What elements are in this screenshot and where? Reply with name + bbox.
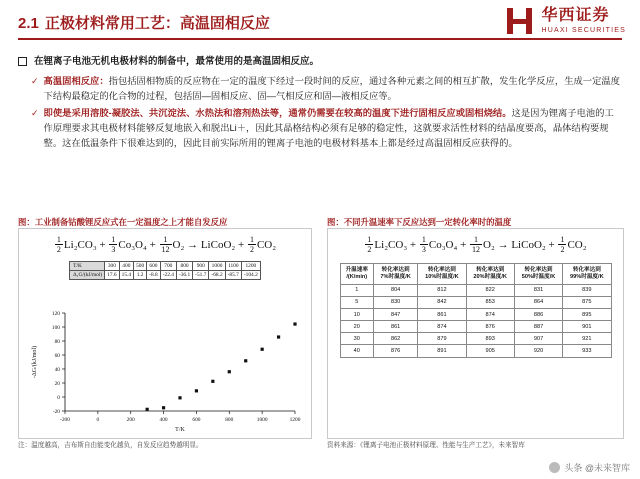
table-row — [340, 321, 611, 333]
svg-text:-ΔG/(kJ/mol): -ΔG/(kJ/mol) — [32, 345, 38, 379]
cell: 700 — [160, 261, 176, 270]
figure-source-right: 资料来源：《锂离子电池正极材料原理、性能与生产工艺》，未来智库 — [327, 442, 525, 449]
coefficient: $\frac{1}{2}$ — [56, 235, 61, 255]
svg-text:200: 200 — [126, 417, 135, 423]
cell: 876 — [466, 321, 514, 333]
cell: 804 — [374, 284, 418, 296]
coefficient: $\frac{1}{2}$ — [367, 235, 372, 255]
svg-text:100: 100 — [51, 324, 60, 331]
cell: 907 — [514, 333, 562, 345]
plus-sign: + — [99, 238, 106, 251]
svg-text:1200: 1200 — [289, 417, 301, 423]
bullet-list — [18, 74, 622, 151]
cell: 886 — [514, 308, 562, 320]
cell: 842 — [418, 296, 466, 308]
cell: 933 — [563, 345, 611, 357]
formula-term: LiCoO₂ — [200, 238, 236, 251]
cell: 864 — [514, 296, 562, 308]
svg-text:40: 40 — [54, 366, 60, 373]
coefficient: $\frac{1}{12}$ — [161, 235, 170, 255]
gibbs-energy-table — [69, 261, 261, 280]
formula-term: CO₂ — [567, 238, 587, 251]
plus-sign: + — [548, 238, 555, 251]
cell: 20 — [340, 321, 374, 333]
formula-term: Li₂CO₃ — [374, 238, 408, 251]
svg-text:60: 60 — [54, 352, 60, 359]
check-icon: ✓ — [31, 75, 39, 86]
reaction-arrow-icon: → — [497, 238, 509, 251]
svg-text:400: 400 — [159, 417, 168, 423]
cell: -22.4 — [160, 270, 176, 279]
bullet-body — [44, 74, 622, 104]
row-header: Δ₁G/(kJ/mol) — [70, 270, 105, 279]
svg-text:20: 20 — [54, 380, 60, 387]
cell: 875 — [563, 296, 611, 308]
table-row — [70, 261, 261, 270]
cell: 40 — [340, 345, 374, 357]
cell: 830 — [374, 296, 418, 308]
cell: 500 — [134, 261, 147, 270]
cell: -104.2 — [241, 270, 260, 279]
cell: 901 — [563, 321, 611, 333]
watermark-icon — [549, 462, 560, 473]
table-row — [340, 296, 611, 308]
bullet-text: 这是因为锂离子电池的工作原理要求其电极材料能够反复地嵌入和脱出Li＋，因此其晶格结构必须有足够的稳定性，这就要求活性材料的结晶度要高，晶体结构要规整。这在低温条件下很难达到的，因此目前实际所用的锂离子电池的电极材料基本上都是经过高温固相反应获得的。 — [43, 107, 614, 148]
cell: -8.8 — [147, 270, 161, 279]
watermark-label: 头条 @未来智库 — [564, 463, 630, 473]
lead-paragraph — [18, 55, 622, 69]
svg-text:120: 120 — [51, 310, 60, 317]
cell: -68.2 — [209, 270, 225, 279]
svg-text:0: 0 — [57, 394, 60, 401]
cell: 887 — [514, 321, 562, 333]
figure-note-left: 注：温度越高，吉布斯自由能变化越负，自发反应趋势越明显。 — [18, 442, 203, 449]
table-row — [340, 308, 611, 320]
cell: 400 — [119, 261, 133, 270]
cell: 812 — [418, 284, 466, 296]
cell: 905 — [466, 345, 514, 357]
huaxi-logo-icon — [505, 6, 535, 36]
coefficient: $\frac{1}{2}$ — [249, 235, 254, 255]
header-divider — [18, 38, 622, 40]
brand-logo — [505, 6, 626, 36]
cell: 5 — [340, 296, 374, 308]
cell: -36.1 — [176, 270, 192, 279]
cell: 17.6 — [105, 270, 119, 279]
svg-text:0: 0 — [96, 417, 100, 423]
svg-text:-20: -20 — [52, 408, 60, 415]
lead-text: 在锂离子电池无机电极材料的制备中，最常使用的是高温固相反应。 — [34, 56, 320, 67]
column-header: 升温速率 /(K/min) — [340, 263, 374, 284]
table-row — [340, 345, 611, 357]
figure-caption-left: 图：工业制备钴酸锂反应式在一定温度之上才能自发反应 — [18, 217, 228, 227]
list-item — [18, 106, 622, 151]
plus-sign: + — [237, 238, 245, 251]
cell: 874 — [466, 308, 514, 320]
conversion-temperature-table — [340, 263, 612, 358]
brand-name-en: HUAXI SECURITIES — [541, 27, 626, 34]
coefficient: $\frac{1}{12}$ — [472, 235, 481, 255]
cell: 1100 — [225, 261, 241, 270]
column-header: 转化率达到 50%时温度/K — [514, 263, 562, 284]
bullet-label: 即使是采用溶胶-凝胶法、共沉淀法、水热法和溶剂热法等，通常仍需要在较高的温度下进行固相反应或固相烧结。 — [43, 107, 512, 118]
coefficient: $\frac{1}{3}$ — [111, 235, 116, 255]
table-row — [340, 284, 611, 296]
bullet-body — [44, 106, 622, 151]
cell: 900 — [193, 261, 209, 270]
cell: 861 — [374, 321, 418, 333]
chart-svg — [27, 307, 303, 433]
table-header-row — [340, 263, 611, 284]
section-title: 正极材料常用工艺：高温固相反应 — [44, 15, 270, 32]
cell: 839 — [563, 284, 611, 296]
cell: 30 — [340, 333, 374, 345]
cell: 895 — [563, 308, 611, 320]
formula-term: O₂ — [483, 238, 495, 251]
cell: 876 — [374, 345, 418, 357]
table-row — [340, 333, 611, 345]
cell: 920 — [514, 345, 562, 357]
svg-text:80: 80 — [54, 338, 60, 345]
coefficient: $\frac{1}{3}$ — [421, 235, 426, 255]
formula-term: CO₂ — [256, 238, 277, 251]
bullet-label: 高温固相反应： — [43, 75, 109, 86]
cell: 300 — [105, 261, 119, 270]
slide-header — [0, 0, 640, 52]
column-header: 转化率达到 10%时温度/K — [418, 263, 466, 284]
cell: 800 — [176, 261, 192, 270]
cell: -85.7 — [225, 270, 241, 279]
svg-text:T/K: T/K — [175, 427, 185, 433]
cell: 1000 — [209, 261, 225, 270]
svg-text:800: 800 — [225, 417, 234, 423]
watermark — [549, 461, 630, 474]
figure-caption-right: 图：不同升温速率下反应达到一定转化率时的温度 — [327, 217, 512, 227]
column-header: 转化率达到 7%时温度/K — [374, 263, 418, 284]
svg-text:600: 600 — [192, 417, 201, 423]
cell: 831 — [514, 284, 562, 296]
gibbs-energy-scatter-chart — [27, 307, 303, 433]
svg-text:-200: -200 — [60, 417, 70, 423]
bullet-text: 指包括固相物质的反应物在一定的温度下经过一段时间的反应，通过各种元素之间的相互扩散，发生化学反应，生成一定温度下结构最稳定的化合物的过程，包括固—固相反应、固—气相反应和固—液相反应等。 — [43, 75, 620, 101]
cell: 847 — [374, 308, 418, 320]
cell: 600 — [147, 261, 161, 270]
column-header: 转化率达到 20%时温度/K — [466, 263, 514, 284]
figure-panel-left — [18, 228, 312, 439]
check-icon: ✓ — [31, 107, 39, 118]
cell: 1 — [340, 284, 374, 296]
cell: 1.2 — [134, 270, 147, 279]
section-number: 2.1 — [18, 15, 39, 32]
formula-term: LiCoO₂ — [511, 238, 546, 251]
figure-panel-right — [327, 228, 624, 439]
coefficient: $\frac{1}{2}$ — [560, 235, 565, 255]
svg-text:1000: 1000 — [256, 417, 268, 423]
cell: 862 — [374, 333, 418, 345]
reaction-arrow-icon: → — [187, 238, 199, 251]
reaction-formula-right — [328, 229, 623, 255]
page-title — [18, 12, 270, 33]
plus-sign: + — [149, 238, 156, 251]
cell: 879 — [418, 333, 466, 345]
cell: 891 — [418, 345, 466, 357]
cell: 1200 — [241, 261, 260, 270]
cell: -51.7 — [193, 270, 209, 279]
cell: 874 — [418, 321, 466, 333]
formula-term: O₂ — [172, 238, 185, 251]
plus-sign: + — [460, 238, 467, 251]
reaction-formula-left — [19, 229, 311, 255]
cell: 853 — [466, 296, 514, 308]
cell: 15.4 — [119, 270, 133, 279]
row-header: T/K — [70, 261, 105, 270]
cell: 10 — [340, 308, 374, 320]
formula-term: Li₂CO₃ — [63, 238, 97, 251]
brand-name-cn: 华西证券 — [541, 7, 610, 24]
cell: 822 — [466, 284, 514, 296]
formula-term: Co₃O₄ — [118, 238, 147, 251]
cell: 893 — [466, 333, 514, 345]
cell: 921 — [563, 333, 611, 345]
content-block — [18, 55, 622, 153]
table-row — [70, 270, 261, 279]
formula-term: Co₃O₄ — [428, 238, 458, 251]
list-item — [18, 74, 622, 104]
column-header: 转化率达到 99%时温度/K — [563, 263, 611, 284]
square-bullet-icon — [18, 57, 27, 66]
cell: 861 — [418, 308, 466, 320]
plus-sign: + — [409, 238, 417, 251]
